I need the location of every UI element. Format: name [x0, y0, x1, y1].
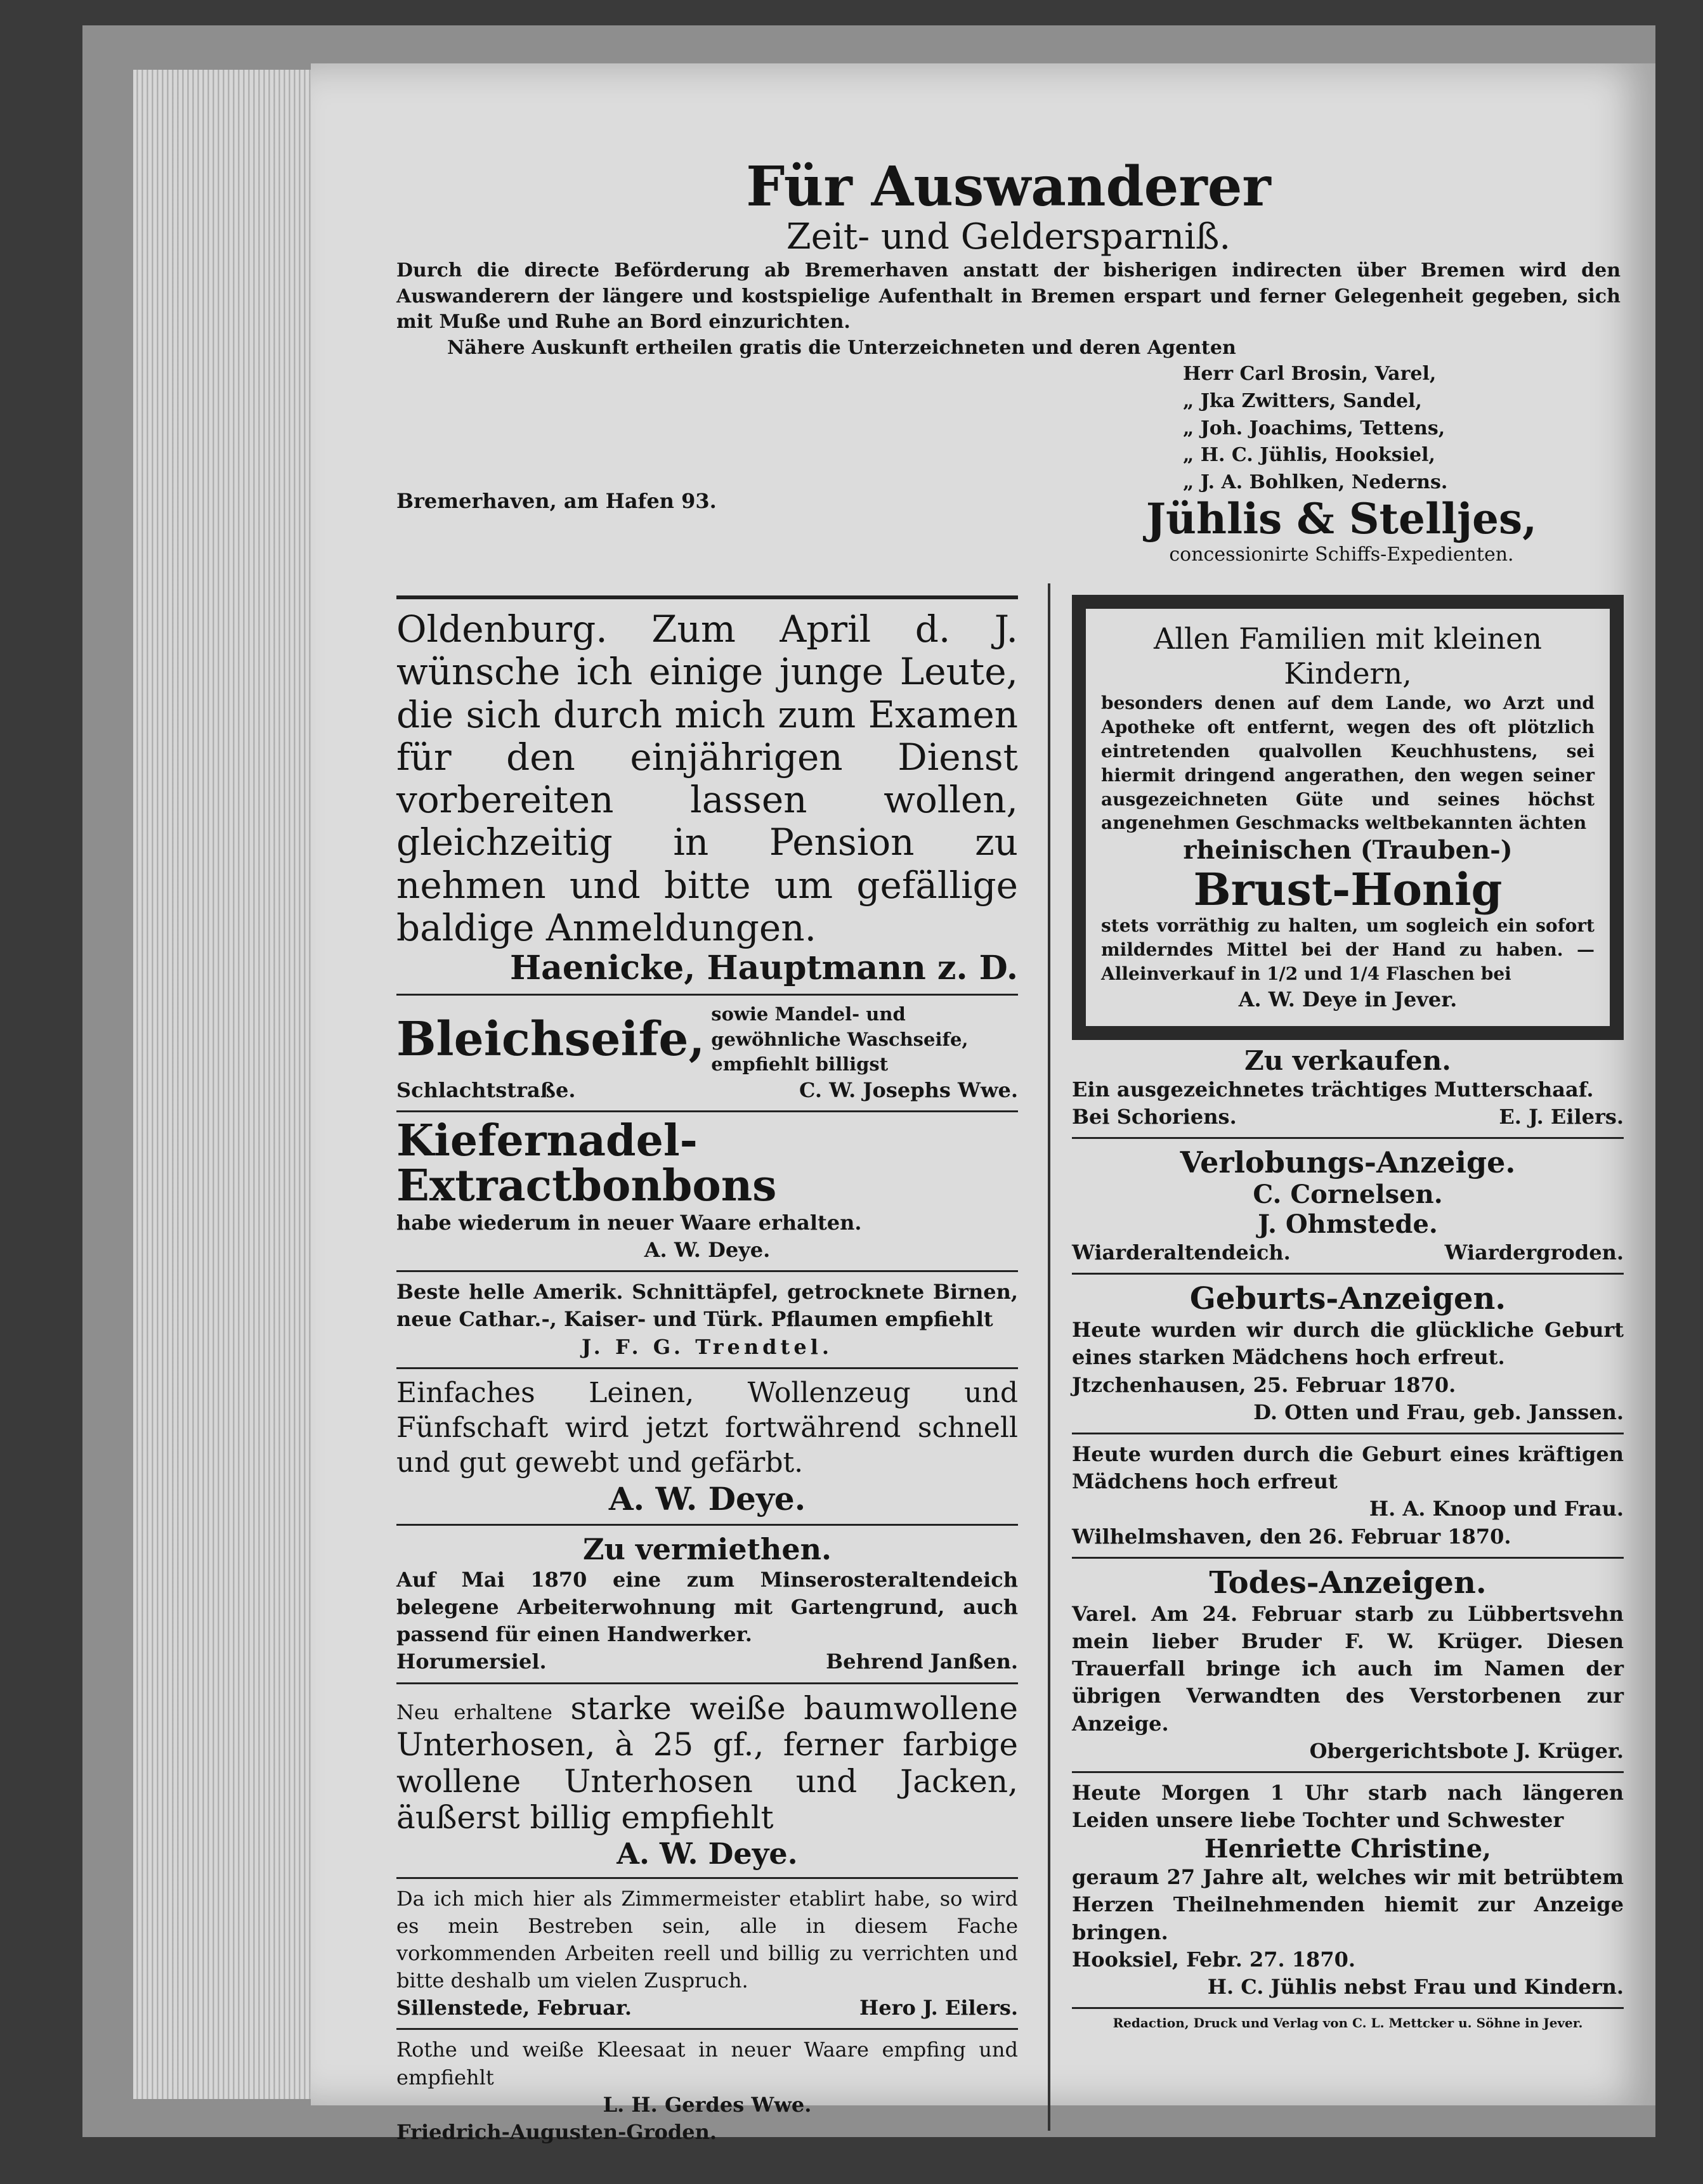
- birth1-sign: D. Otten und Frau, geb. Janssen.: [1253, 1400, 1624, 1424]
- ad-soap-sign: C. W. Josephs Wwe.: [799, 1077, 1018, 1102]
- death1-body: Varel. Am 24. Februar starb zu Lübbertsvehn mein lieber Bruder F. W. Krüger. Diesen Trauerfall bringe ich auch im Namen der übrigen Verwandten des Verstorbenen zur Anzeige.: [1072, 1601, 1624, 1736]
- ad-bonbons-head: Kiefernadel-Extractbonbons: [396, 1115, 777, 1212]
- ad-place: Bremerhaven, am Hafen 93.: [396, 489, 717, 514]
- agent-item: „ J. A. Bohlken, Nederns.: [1183, 471, 1448, 493]
- ad-subtitle: Zeit- und Geldersparniß.: [786, 216, 1231, 258]
- birth1-body: Heute wurden wir durch die glückliche Geburt eines starken Mädchens hoch erfreut.: [1072, 1318, 1624, 1370]
- agent-item: Herr Carl Brosin, Varel,: [1183, 363, 1437, 386]
- engage-place2: Wiardergroden.: [1444, 1240, 1624, 1265]
- honey-product2: Brust-Honig: [1193, 863, 1503, 916]
- column-rule: [1048, 583, 1050, 2131]
- ad-carpenter-sign: Hero J. Eilers.: [859, 1996, 1018, 2020]
- engage-name2: J. Ohmstede.: [1258, 1209, 1438, 1240]
- ad-cloverseed: Rothe und weiße Kleesaat in neuer Waare empfing und empfiehlt: [396, 2038, 1018, 2090]
- birth2-place: Wilhelmshaven, den 26. Februar 1870.: [1072, 1524, 1511, 1549]
- ad-fruit-sign: J. F. G. Trendtel.: [582, 1334, 833, 1359]
- ad-soap-head: Bleichseife,: [396, 1012, 705, 1067]
- ad-underwear-sign: A. W. Deye.: [617, 1836, 798, 1871]
- engage-place1: Wiarderaltendeich.: [1072, 1240, 1291, 1265]
- death2-sign: H. C. Jühlis nebst Frau und Kindern.: [1207, 1975, 1624, 1999]
- ad-soap-place: Schlachtstraße.: [396, 1077, 576, 1102]
- ad-title: Für Auswanderer: [746, 155, 1271, 219]
- agent-item: „ Jka Zwitters, Sandel,: [1183, 390, 1422, 413]
- ad-underwear-body: starke weiße baumwollene Unterhosen, à 25 gf., ferner farbige wollene Unterhosen und Jacken, äußerst billig empfiehlt: [396, 1689, 1018, 1836]
- ad-underwear-lead: Neu erhaltene: [396, 1700, 552, 1724]
- death1-sign: Obergerichtsbote J. Krüger.: [1309, 1738, 1624, 1763]
- birth-head: Geburts-Anzeigen.: [1189, 1281, 1506, 1317]
- firm-name: Jühlis & Stelljes,: [1145, 494, 1537, 544]
- ad-weaving: Einfaches Leinen, Wollenzeug und Fünfschaft wird jetzt fortwährend schnell und gut gewebt und gefärbt.: [396, 1376, 1018, 1479]
- birth1-place: Jtzchenhausen, 25. Februar 1870.: [1072, 1372, 1456, 1397]
- ad-info: Nähere Auskunft ertheilen gratis die Unterzeichneten und deren Agenten: [447, 336, 1236, 359]
- agent-item: „ H. C. Jühlis, Hooksiel,: [1183, 444, 1435, 467]
- ad-carpenter: Da ich mich hier als Zimmermeister etablirt habe, so wird es mein Bestreben sein, alle in diesem Fache vorkommenden Arbeiten reell und billig zu verrichten und bitte deshalb um vielen Zuspruch.: [396, 1886, 1018, 1993]
- honey-product1: rheinischen (Trauben-): [1183, 835, 1513, 866]
- ad-bonbons-sign: A. W. Deye.: [644, 1238, 771, 1263]
- ad-body: Durch die directe Beförderung ab Bremerhaven anstatt der bisherigen indirecten über Bremen wird den Auswanderern der längere und kostspielige Aufenthalt in Bremen erspart und ferner Gelegenheit gegeben, sich mit Muße und Ruhe an Bord einzurichten.: [396, 259, 1621, 334]
- death2-place: Hooksiel, Febr. 27. 1870.: [1072, 1947, 1355, 1972]
- ad-rent-body: Auf Mai 1870 eine zum Minserosteraltendeich belegene Arbeiterwohnung mit Gartengrund, auch passend für einen Handwerker.: [396, 1567, 1018, 1647]
- divider: [396, 2028, 1018, 2030]
- ad-rent-sign: Behrend Janßen.: [826, 1649, 1018, 1674]
- ad-weaving-sign: A. W. Deye.: [608, 1479, 806, 1518]
- sale-sign: E. J. Eilers.: [1499, 1104, 1624, 1129]
- divider: [396, 994, 1018, 996]
- divider: [1072, 1273, 1624, 1275]
- birth2-sign: H. A. Knoop und Frau.: [1369, 1497, 1624, 1521]
- divider: [396, 1877, 1018, 1879]
- birth2-body: Heute wurden durch die Geburt eines kräftigen Mädchens hoch erfreut: [1072, 1442, 1624, 1494]
- sale-body: Ein ausgezeichnetes trächtiges Mutterschaaf.: [1072, 1077, 1594, 1102]
- divider: [1072, 1137, 1624, 1139]
- ad-carpenter-place: Sillenstede, Februar.: [396, 1996, 632, 2020]
- sale-place: Bei Schoriens.: [1072, 1104, 1237, 1129]
- divider: [396, 1524, 1018, 1526]
- divider: [1072, 1433, 1624, 1434]
- ad-bonbons-text: habe wiederum in neuer Waare erhalten.: [396, 1210, 862, 1235]
- ad-soap-text: sowie Mandel- und gewöhnliche Waschseife, empfiehlt billigst: [711, 1003, 969, 1075]
- divider: [396, 595, 1018, 599]
- ad-oldenburg: Oldenburg. Zum April d. J. wünsche ich einige junge Leute, die sich durch mich zum Examen für den einjährigen Dienst vorbereiten lassen wollen, gleichzeitig in Pension zu nehmen und bitte um gefällige baldige Anmeldungen.: [396, 608, 1018, 949]
- ad-rent-place: Horumersiel.: [396, 1649, 547, 1674]
- newspaper-page: [311, 63, 1655, 2145]
- engage-head: Verlobungs-Anzeige.: [1180, 1145, 1516, 1180]
- honey-ad-box: [1072, 595, 1624, 1040]
- divider: [1072, 1771, 1624, 1773]
- ad-rent-head: Zu vermiethen.: [582, 1531, 832, 1566]
- death2-rest: geraum 27 Jahre alt, welches wir mit betrübtem Herzen Theilnehmenden hiemit zur Anzeige bringen.: [1072, 1865, 1624, 1944]
- ad-cloverseed-sign: L. H. Gerdes Wwe.: [603, 2092, 812, 2117]
- emigrant-ad: [396, 155, 1621, 568]
- honey-head: Allen Familien mit kleinen Kindern,: [1154, 621, 1542, 691]
- divider: [396, 1270, 1018, 1272]
- sale-head: Zu verkaufen.: [1244, 1044, 1451, 1076]
- honey-sign: A. W. Deye in Jever.: [1238, 987, 1458, 1011]
- agent-item: „ Joh. Joachims, Tettens,: [1183, 417, 1445, 439]
- divider: [396, 1110, 1018, 1112]
- right-column: [1072, 590, 1624, 2031]
- honey-body1: besonders denen auf dem Lande, wo Arzt und Apotheke oft entfernt, wegen des oft plötzlich eintretenden qualvollen Keuchhustens, sei hiermit dringend angerathen, den wegen seiner ausgezeichneten Güte und seines höchst angenehmen Geschmacks weltbekannten ächten: [1101, 692, 1595, 834]
- divider: [1072, 1557, 1624, 1559]
- honey-body2: stets vorräthig zu halten, um sogleich ein sofort milderndes Mittel bei der Hand zu haben. — Alleinverkauf in 1/2 und 1/4 Flaschen bei: [1101, 915, 1595, 984]
- ad-oldenburg-sign: Haenicke, Hauptmann z. D.: [510, 949, 1018, 988]
- agent-list: [1183, 361, 1621, 496]
- death-head: Todes-Anzeigen.: [1209, 1564, 1487, 1601]
- engage-name1: C. Cornelsen.: [1253, 1180, 1443, 1210]
- divider: [396, 1682, 1018, 1684]
- page-edges: [133, 70, 311, 2099]
- divider: [1072, 2007, 1624, 2009]
- divider: [396, 1367, 1018, 1369]
- death2-name: Henriette Christine,: [1204, 1834, 1492, 1864]
- death2-body: Heute Morgen 1 Uhr starb nach längeren Leiden unsere liebe Tochter und Schwester: [1072, 1780, 1624, 1833]
- firm-sub: concessionirte Schiffs-Expedienten.: [1169, 543, 1514, 566]
- left-column: [396, 587, 1018, 2146]
- imprint: Redaction, Druck und Verlag von C. L. Mettcker u. Söhne in Jever.: [1112, 2015, 1583, 2031]
- ad-cloverseed-place: Friedrich-Augusten-Groden.: [396, 2120, 717, 2145]
- ad-fruit: Beste helle Amerik. Schnittäpfel, getrocknete Birnen, neue Cathar.-, Kaiser- und Türk. Pflaumen empfiehlt: [396, 1280, 1018, 1332]
